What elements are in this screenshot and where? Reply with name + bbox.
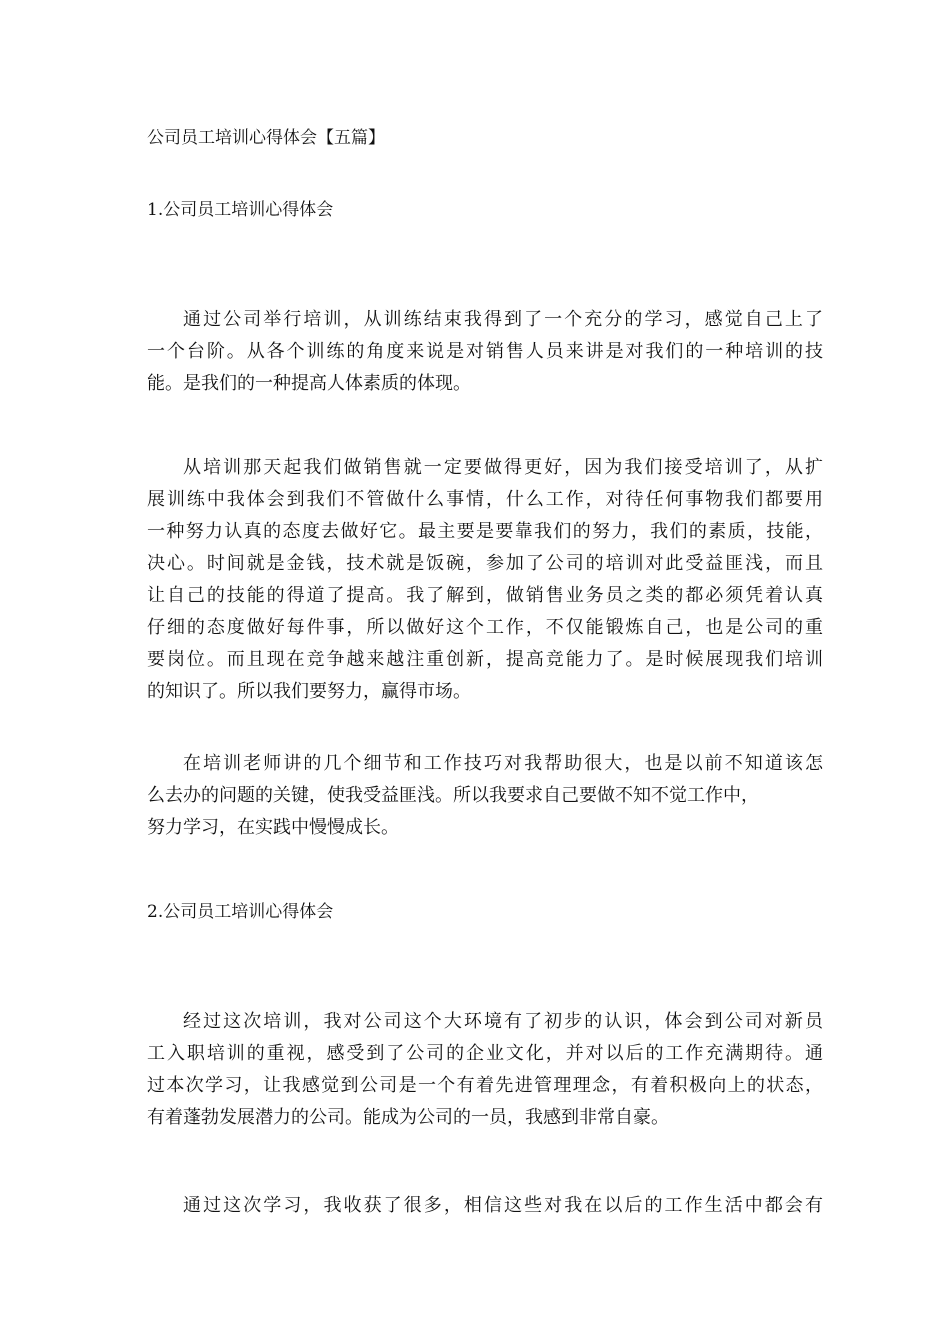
paragraph-line: 工入职培训的重视，感受到了公司的企业文化，并对以后的工作充满期待。通 [147, 1043, 823, 1064]
paragraph-line: 让自己的技能的得道了提高。我了解到，做销售业务员之类的都必须凭着认真 [147, 585, 823, 606]
paragraph-line: 能。是我们的一种提高人体素质的体现。 [147, 373, 471, 394]
document-title: 公司员工培训心得体会【五篇】 [147, 128, 385, 148]
paragraph [147, 1006, 823, 1134]
section-heading-1: 1.公司员工培训心得体会 [147, 200, 334, 220]
paragraph-line: 通过这次学习，我收获了很多，相信这些对我在以后的工作生活中都会有 [183, 1195, 823, 1216]
paragraph [147, 304, 823, 400]
paragraph-line: 么去办的问题的关键，使我受益匪浅。所以我要求自己要做不知不觉工作中， [147, 785, 759, 806]
paragraph-line: 在培训老师讲的几个细节和工作技巧对我帮助很大，也是以前不知道该怎 [183, 753, 823, 774]
section-heading-2: 2.公司员工培训心得体会 [147, 902, 334, 922]
paragraph-line: 展训练中我体会到我们不管做什么事情，什么工作，对待任何事物我们都要用 [147, 489, 823, 510]
paragraph-line: 要岗位。而且现在竞争越来越注重创新，提高竞能力了。是时候展现我们培训 [147, 649, 823, 670]
paragraph-line: 的知识了。所以我们要努力，赢得市场。 [147, 681, 471, 702]
paragraph-line: 过本次学习，让我感觉到公司是一个有着先进管理理念，有着积极向上的状态， [147, 1075, 823, 1096]
paragraph-line: 决心。时间就是金钱，技术就是饭碗，参加了公司的培训对此受益匪浅，而且 [147, 553, 823, 574]
paragraph [147, 1190, 823, 1222]
paragraph [147, 452, 823, 708]
paragraph-line: 有着蓬勃发展潜力的公司。能成为公司的一员，我感到非常自豪。 [147, 1107, 669, 1128]
paragraph-line: 从培训那天起我们做销售就一定要做得更好，因为我们接受培训了，从扩 [183, 457, 823, 478]
paragraph-line: 经过这次培训，我对公司这个大环境有了初步的认识，体会到公司对新员 [183, 1011, 823, 1032]
paragraph-line: 一个台阶。从各个训练的角度来说是对销售人员来讲是对我们的一种培训的技 [147, 341, 823, 362]
paragraph-line: 一种努力认真的态度去做好它。最主要是要靠我们的努力，我们的素质，技能， [147, 521, 823, 542]
paragraph-line: 努力学习，在实践中慢慢成长。 [147, 817, 399, 838]
paragraph-line: 仔细的态度做好每件事，所以做好这个工作，不仅能锻炼自己，也是公司的重 [147, 617, 823, 638]
paragraph [147, 748, 823, 844]
paragraph-line: 通过公司举行培训，从训练结束我得到了一个充分的学习，感觉自己上了 [183, 309, 823, 330]
